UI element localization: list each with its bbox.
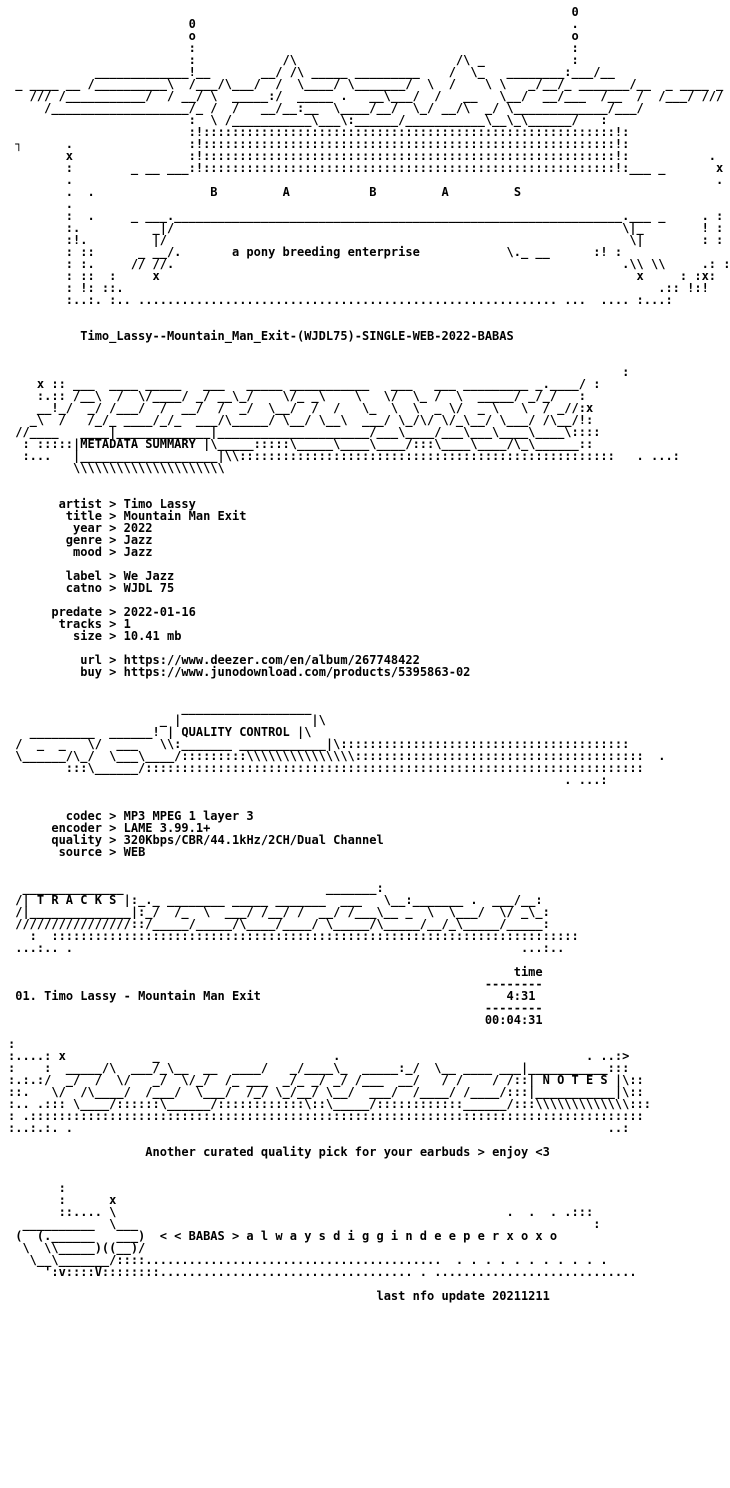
release-name: Timo_Lassy--Mountain_Man_Exit-(WJDL75)-SINGLE-WEB-2022-BABAS (80, 329, 514, 343)
tracks-title: T R A C K S (36, 893, 117, 907)
quality-title: QUALITY CONTROL (181, 725, 290, 739)
meta-row-tracks: tracks > 1 (58, 617, 131, 631)
tracks-divider-bottom: -------- (8, 1001, 543, 1015)
quality-row-encoder: encoder > LAME 3.99.1+ (51, 821, 211, 835)
header-letter-a2: A (441, 185, 449, 199)
header-letter-s: S (513, 185, 522, 199)
track-time: 4:31 (506, 989, 536, 1003)
quality-row-quality: quality > 320Kbps/CBR/44.1kHz/2CH/Dual Channel (51, 833, 384, 847)
quality-row-codec: codec > MP3 MPEG 1 layer 3 (65, 809, 254, 823)
quality-fields (8, 810, 648, 858)
header-letter-b1: B (210, 185, 218, 199)
header-subtitle: a pony breeding enterprise (231, 245, 420, 259)
meta-row-label: label > We Jazz (65, 569, 175, 583)
meta-row-size: size > 10.41 mb (73, 629, 182, 643)
footer-ascii-logo: : : x ::.... \ . . . .::: __________ \___ : ( (.______ ___) < < BABAS > a l w a y s d i g g i n d e e p e r x o x o \ \\_____)((__)/ \__\_______/::::......................................... . . . . . . . . . . . ':v::::V::::::::................................... . ............................ (15, 1181, 637, 1279)
meta-row-mood: mood > Jazz (73, 545, 153, 559)
tracks-section-banner: ______________ _______: /| T R A C K S |:_._ ________ _____ _______ ___ \__:_______ . ___/__: /|______________|:_/ /_ \ ___/ /__/ / __/ /___\__ _ \ \___/ \/ _\_: ////////////////::/_____/_____/\____/____/ \_____/\_____/__/_\_____/_____: : ::::::::::::::::::::::::::::::::::::::::::::::::::::::::::::::::::::::::: ...:.. . ...:.. (15, 881, 579, 955)
metadata-fields (8, 498, 648, 678)
header-letter-b2: B (369, 185, 377, 199)
footer-update: last nfo update 20211211 (376, 1289, 550, 1303)
meta-row-artist: artist > Timo Lassy (58, 497, 196, 511)
meta-row-predate: predate > 2022-01-16 (51, 605, 196, 619)
meta-row-title: title > Mountain Man Exit (65, 509, 247, 523)
quality-row-source: source > WEB (58, 845, 146, 859)
meta-row-catno: catno > WJDL 75 (65, 581, 175, 595)
quality-section-banner: __________________ _ | |\ _________ ______! | QUALITY CONTROL |\ / _ _ \/ ___ \\:_______ ____________|\:::::::::::::::::::::::::::::::::::::::: \______/\_/ \___\____/:::::::::\\\\\\\\\\\\\\\:::::::::::::::::::::::::::::::::::::::: . :::\______/::::::::::::::::::::::::::::::::::::::::::::::::::::::::::::::::::::: . ...: (15, 701, 666, 787)
track-number: 01. (15, 989, 37, 1003)
tracks-list (8, 966, 648, 1026)
metadata-section-banner: : x :: ___ ____ _____ ___ _____ ___________ ___ ___ _________ _.____/ : :.:: /__\ / \/____/ _/ __\_/ \/_ _\ \ \/ \_ / \ _____/ _/_/ : __!_/ _/ /___/ / __/ / _/ \__/ / / \_ \ \ _ \/ _ \ \ / _//:x _\ / /_/_ ____/_/_ ___/\_____/ \__/ \__\ ___/ \_/\/ \/_\__/ \___/ /\__/!: //____ ____|_____________|_____________________/___\____/___\___\____\____\:::: : :::::|METADATA SUMMARY |\_____:::::\_____\____\____/:::\____\____/\_\______:: :... |___________________|\\:::::::::::::::::::::::::::::::::::::::::::::::::::: . ...: \\\\\\\\\\\\\\\\\\\\\ (15, 365, 680, 475)
notes-title: N O T E S (542, 1073, 608, 1087)
tracks-time-header: time (513, 965, 543, 979)
header-letter-a1: A (282, 185, 290, 199)
meta-row-url: url > https://www.deezer.com/en/album/267748422 (80, 653, 420, 667)
header-ascii-logo: 0 0 . o o : : : /\ /\ _ : _____________!__ __/ /\ _____ _________ / \_ ________:___/__ _ ____ __ /__________\ /___/\___/ / \____/ \_______/ \ / \ \ _/__/_ _______/__ _ ____ _ /// /___________/ / __/ \ _____:/ _____ . __\___/ / __ \__/ __/___ /__ / /___/ /// /___________________/_ / / __/__:__ \____/__/ \_/ __/\ _/ \_____________/___/ : \ /___________\___\:______/___________\__\_\______/ : :!:::::::::::::::::::::::::::::::::::::::::::::::::::::::::!: ┐ . :!:::::::::::::::::::::::::::::::::::::::::::::::::::::::::!: x :!:::::::::::::::::::::::::::::::::::::::::::::::::::::::::!: . : _ __ ___:!:::::::::::::::::::::::::::::::::::::::::::::::::::::::::!:___ _ x . . . . B A B A S . : . _ ___.______________________________________________________________.___ _ . : :. _|/ \|_ ! : :!. |/ \| : : : :: _ __/. a pony breeding enterprise \._ __ :! : : :. // //. .\\ \\ .: : : :: : x x : :x: : !: ::. .:: !:! :..:. :.. .......................................................... ... .... :...: (15, 5, 730, 307)
footer-tagline: < < BABAS > a l w a y s d i g g i n d e e p e r x o x o (159, 1229, 558, 1243)
notes-section-banner: : :....: x _ . . ..:> : : _____/\ ___/_\__ __ ____/ _/____\_ _____:_/ \__ ____ ___|___________::: :.:.:/ _/ / \/ _/ \/_/ /_ ___ _/_ _/ _/ /___ __/ / / / /::| N O T E S |\:: ::. \/ /\____/ /___/ \___/ /_/ \_/__/ \__/ ___/ /____/ /____/:::|___________|\:: :.. .::: \____/::::::\______/::::::::::::\::\_____/::::::::::::______/:::\\\\\\\\\\\\\::: : .::::::::::::::::::::::::::::::::::::::::::::::::::::::::::::::::::::::::::::::::::::: :..:.:. . ..: (8, 1037, 651, 1135)
tracks-total-time: 00:04:31 (484, 1013, 543, 1027)
nfo-document (8, 5, 730, 1303)
meta-row-year: year > 2022 (73, 521, 153, 535)
tracks-divider-top: -------- (8, 977, 543, 991)
meta-row-genre: genre > Jazz (65, 533, 153, 547)
meta-row-buy: buy > https://www.junodownload.com/products/5395863-02 (80, 665, 471, 679)
track-name: Timo Lassy - Mountain Man Exit (44, 989, 261, 1003)
metadata-title: METADATA SUMMARY (80, 437, 196, 451)
notes-text: Another curated quality pick for your earbuds > enjoy <3 (145, 1145, 550, 1159)
